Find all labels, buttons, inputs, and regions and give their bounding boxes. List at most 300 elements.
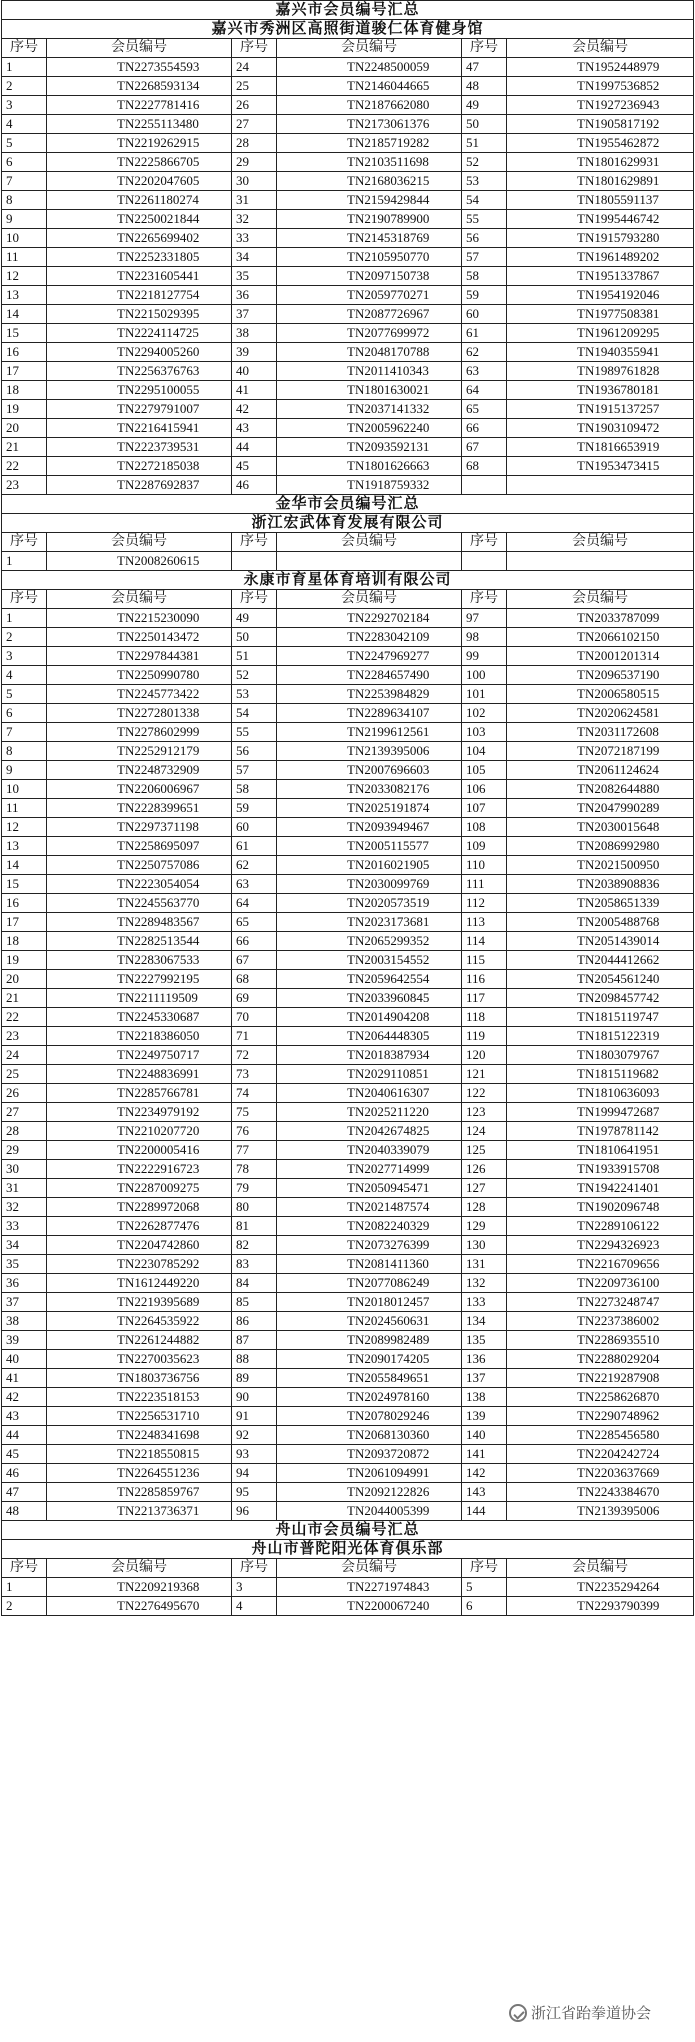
member-number-cell: TN2230785292 xyxy=(47,1255,232,1274)
serial-number-cell: 34 xyxy=(2,1236,47,1255)
table-row xyxy=(2,1483,694,1502)
member-number-cell: TN2202047605 xyxy=(47,172,232,191)
serial-number-cell: 5 xyxy=(2,685,47,704)
serial-number-cell: 57 xyxy=(232,761,277,780)
serial-number-cell: 25 xyxy=(232,77,277,96)
member-number-cell: TN1927236943 xyxy=(507,96,694,115)
table-row xyxy=(2,210,694,229)
header-member-number: 会员编号 xyxy=(277,533,462,552)
serial-number-cell: 3 xyxy=(2,647,47,666)
header-member-number: 会员编号 xyxy=(47,39,232,58)
serial-number-cell: 3 xyxy=(232,1578,277,1597)
header-member-number: 会员编号 xyxy=(507,533,694,552)
member-number-cell: TN2024978160 xyxy=(277,1388,462,1407)
table-row xyxy=(2,837,694,856)
member-number-cell: TN1995446742 xyxy=(507,210,694,229)
serial-number-cell: 31 xyxy=(232,191,277,210)
serial-number-cell: 12 xyxy=(2,818,47,837)
member-number-cell: TN2265699402 xyxy=(47,229,232,248)
table-row xyxy=(2,1388,694,1407)
member-number-cell: TN2218386050 xyxy=(47,1027,232,1046)
member-number-cell: TN2247969277 xyxy=(277,647,462,666)
header-serial-number: 序号 xyxy=(462,590,507,609)
serial-number-cell: 42 xyxy=(232,400,277,419)
member-number-cell: TN2283067533 xyxy=(47,951,232,970)
serial-number-cell: 4 xyxy=(232,1597,277,1616)
member-number-cell: TN1989761828 xyxy=(507,362,694,381)
member-number-cell: TN1801630021 xyxy=(277,381,462,400)
serial-number-cell: 111 xyxy=(462,875,507,894)
serial-number-cell: 72 xyxy=(232,1046,277,1065)
serial-number-cell: 48 xyxy=(2,1502,47,1521)
member-number-cell: TN2272185038 xyxy=(47,457,232,476)
serial-number-cell: 27 xyxy=(2,1103,47,1122)
member-number-cell: TN2073276399 xyxy=(277,1236,462,1255)
member-number-cell: TN2250757086 xyxy=(47,856,232,875)
serial-number-cell: 121 xyxy=(462,1065,507,1084)
serial-number-cell: 18 xyxy=(2,932,47,951)
member-number-cell: TN2187662080 xyxy=(277,96,462,115)
serial-number-cell: 63 xyxy=(232,875,277,894)
serial-number-cell: 74 xyxy=(232,1084,277,1103)
serial-number-cell: 81 xyxy=(232,1217,277,1236)
header-serial-number: 序号 xyxy=(2,39,47,58)
serial-number-cell: 42 xyxy=(2,1388,47,1407)
serial-number-cell: 1 xyxy=(2,58,47,77)
serial-number-cell: 135 xyxy=(462,1331,507,1350)
table-row xyxy=(2,1027,694,1046)
serial-number-cell: 61 xyxy=(462,324,507,343)
serial-number-cell: 9 xyxy=(2,210,47,229)
member-number-cell: TN1815119747 xyxy=(507,1008,694,1027)
serial-number-cell: 67 xyxy=(462,438,507,457)
member-number-cell: TN1936780181 xyxy=(507,381,694,400)
member-number-cell: TN1999472687 xyxy=(507,1103,694,1122)
member-number-cell: TN2005488768 xyxy=(507,913,694,932)
serial-number-cell: 109 xyxy=(462,837,507,856)
member-number-cell: TN1902096748 xyxy=(507,1198,694,1217)
serial-number-cell: 64 xyxy=(462,381,507,400)
serial-number-cell: 78 xyxy=(232,1160,277,1179)
serial-number-cell: 104 xyxy=(462,742,507,761)
member-number-cell: TN2286935510 xyxy=(507,1331,694,1350)
member-number-cell: TN2059642554 xyxy=(277,970,462,989)
member-number-cell: TN2061124624 xyxy=(507,761,694,780)
member-number-cell: TN2185719282 xyxy=(277,134,462,153)
serial-number-cell: 12 xyxy=(2,267,47,286)
serial-number-cell: 54 xyxy=(232,704,277,723)
serial-number-cell: 46 xyxy=(232,476,277,495)
member-number-cell: TN2209736100 xyxy=(507,1274,694,1293)
serial-number-cell: 56 xyxy=(232,742,277,761)
serial-number-cell: 68 xyxy=(232,970,277,989)
serial-number-cell: 32 xyxy=(232,210,277,229)
serial-number-cell: 50 xyxy=(462,115,507,134)
member-number-cell: TN2048170788 xyxy=(277,343,462,362)
member-number-cell: TN1952448979 xyxy=(507,58,694,77)
table-row xyxy=(2,476,694,495)
table-row xyxy=(2,1122,694,1141)
serial-number-cell: 103 xyxy=(462,723,507,742)
header-serial-number: 序号 xyxy=(2,590,47,609)
serial-number-cell: 6 xyxy=(2,153,47,172)
table-row xyxy=(2,875,694,894)
header-member-number: 会员编号 xyxy=(277,39,462,58)
serial-number-cell: 49 xyxy=(232,609,277,628)
member-number-cell: TN2271974843 xyxy=(277,1578,462,1597)
member-number-cell: TN2093592131 xyxy=(277,438,462,457)
member-number-cell: TN1951337867 xyxy=(507,267,694,286)
member-number-cell: TN1933915708 xyxy=(507,1160,694,1179)
serial-number-cell: 7 xyxy=(2,723,47,742)
serial-number-cell: 89 xyxy=(232,1369,277,1388)
serial-number-cell: 63 xyxy=(462,362,507,381)
member-number-cell: TN2086992980 xyxy=(507,837,694,856)
serial-number-cell: 40 xyxy=(2,1350,47,1369)
serial-number-cell: 29 xyxy=(2,1141,47,1160)
serial-number-cell: 21 xyxy=(2,989,47,1008)
member-number-cell: TN2082644880 xyxy=(507,780,694,799)
member-number-cell: TN2278602999 xyxy=(47,723,232,742)
header-member-number: 会员编号 xyxy=(47,590,232,609)
serial-number-cell: 7 xyxy=(2,172,47,191)
section-title: 永康市育星体育培训有限公司 xyxy=(2,571,694,590)
member-number-cell: TN1915793280 xyxy=(507,229,694,248)
serial-number-cell: 5 xyxy=(2,134,47,153)
serial-number-cell: 15 xyxy=(2,875,47,894)
member-number-cell: TN2021500950 xyxy=(507,856,694,875)
serial-number-cell: 134 xyxy=(462,1312,507,1331)
table-row xyxy=(2,1046,694,1065)
serial-number-cell: 65 xyxy=(462,400,507,419)
watermark-text: 浙江省跆拳道协会 xyxy=(531,2004,652,2022)
table-row xyxy=(2,115,694,134)
serial-number-cell: 120 xyxy=(462,1046,507,1065)
serial-number-cell: 83 xyxy=(232,1255,277,1274)
member-number-cell: TN2237386002 xyxy=(507,1312,694,1331)
serial-number-cell: 126 xyxy=(462,1160,507,1179)
member-number-cell: TN2077086249 xyxy=(277,1274,462,1293)
table-row xyxy=(2,1331,694,1350)
serial-number-cell: 55 xyxy=(462,210,507,229)
serial-number-cell xyxy=(462,476,507,495)
serial-number-cell: 9 xyxy=(2,761,47,780)
member-number-cell: TN2014904208 xyxy=(277,1008,462,1027)
member-number-cell: TN1954192046 xyxy=(507,286,694,305)
table-row xyxy=(2,400,694,419)
serial-number-cell: 123 xyxy=(462,1103,507,1122)
serial-number-cell: 31 xyxy=(2,1179,47,1198)
member-number-cell: TN1801629931 xyxy=(507,153,694,172)
table-row xyxy=(2,267,694,286)
member-number-cell: TN2159429844 xyxy=(277,191,462,210)
serial-number-cell: 22 xyxy=(2,457,47,476)
member-number-cell: TN2068130360 xyxy=(277,1426,462,1445)
serial-number-cell: 49 xyxy=(462,96,507,115)
serial-number-cell: 70 xyxy=(232,1008,277,1027)
serial-number-cell: 106 xyxy=(462,780,507,799)
member-number-cell: TN2209219368 xyxy=(47,1578,232,1597)
member-number-cell: TN1903109472 xyxy=(507,419,694,438)
serial-number-cell: 131 xyxy=(462,1255,507,1274)
table-row xyxy=(2,1084,694,1103)
member-number-cell: TN1953473415 xyxy=(507,457,694,476)
member-number-cell: TN2020624581 xyxy=(507,704,694,723)
serial-number-cell: 117 xyxy=(462,989,507,1008)
table-row xyxy=(2,324,694,343)
member-number-cell: TN2051439014 xyxy=(507,932,694,951)
member-number-cell: TN2287009275 xyxy=(47,1179,232,1198)
serial-number-cell: 6 xyxy=(462,1597,507,1616)
member-number-cell: TN2001201314 xyxy=(507,647,694,666)
member-number-cell: TN2252912179 xyxy=(47,742,232,761)
member-number-cell: TN2225866705 xyxy=(47,153,232,172)
header-member-number: 会员编号 xyxy=(507,39,694,58)
member-number-cell: TN2033082176 xyxy=(277,780,462,799)
member-number-cell: TN2206006967 xyxy=(47,780,232,799)
member-number-cell: TN2031172608 xyxy=(507,723,694,742)
member-number-cell: TN2292702184 xyxy=(277,609,462,628)
member-number-cell: TN2139395006 xyxy=(507,1502,694,1521)
member-number-cell: TN2297371198 xyxy=(47,818,232,837)
serial-number-cell: 94 xyxy=(232,1464,277,1483)
serial-number-cell: 91 xyxy=(232,1407,277,1426)
serial-number-cell: 144 xyxy=(462,1502,507,1521)
member-number-cell: TN2040339079 xyxy=(277,1141,462,1160)
serial-number-cell: 50 xyxy=(232,628,277,647)
serial-number-cell: 58 xyxy=(232,780,277,799)
serial-number-cell: 44 xyxy=(232,438,277,457)
serial-number-cell: 53 xyxy=(462,172,507,191)
serial-number-cell: 107 xyxy=(462,799,507,818)
member-number-cell: TN2200005416 xyxy=(47,1141,232,1160)
table-header-row xyxy=(2,590,694,609)
member-number-cell: TN2227781416 xyxy=(47,96,232,115)
serial-number-cell: 136 xyxy=(462,1350,507,1369)
serial-number-cell: 16 xyxy=(2,894,47,913)
member-number-cell: TN2255113480 xyxy=(47,115,232,134)
member-number-cell: TN2059770271 xyxy=(277,286,462,305)
serial-number-cell: 37 xyxy=(2,1293,47,1312)
serial-number-cell: 44 xyxy=(2,1426,47,1445)
header-serial-number: 序号 xyxy=(232,39,277,58)
serial-number-cell: 29 xyxy=(232,153,277,172)
member-number-cell: TN2044005399 xyxy=(277,1502,462,1521)
serial-number-cell: 30 xyxy=(2,1160,47,1179)
member-number-cell: TN2037141332 xyxy=(277,400,462,419)
serial-number-cell xyxy=(232,552,277,571)
serial-number-cell: 66 xyxy=(232,932,277,951)
serial-number-cell: 15 xyxy=(2,324,47,343)
table-row xyxy=(2,704,694,723)
serial-number-cell: 122 xyxy=(462,1084,507,1103)
serial-number-cell: 127 xyxy=(462,1179,507,1198)
serial-number-cell: 119 xyxy=(462,1027,507,1046)
serial-number-cell: 60 xyxy=(232,818,277,837)
member-number-cell: TN2216709656 xyxy=(507,1255,694,1274)
serial-number-cell: 51 xyxy=(232,647,277,666)
table-row xyxy=(2,172,694,191)
member-number-cell: TN1810636093 xyxy=(507,1084,694,1103)
table-row xyxy=(2,647,694,666)
table-row xyxy=(2,1369,694,1388)
member-number-cell: TN1905817192 xyxy=(507,115,694,134)
member-number-cell: TN2050945471 xyxy=(277,1179,462,1198)
member-number-cell: TN2294326923 xyxy=(507,1236,694,1255)
member-number-cell: TN2270035623 xyxy=(47,1350,232,1369)
member-number-cell: TN2038908836 xyxy=(507,875,694,894)
serial-number-cell: 28 xyxy=(232,134,277,153)
serial-number-cell: 59 xyxy=(232,799,277,818)
member-number-cell: TN2224114725 xyxy=(47,324,232,343)
member-number-cell: TN2008260615 xyxy=(47,552,232,571)
member-number-cell: TN1978781142 xyxy=(507,1122,694,1141)
member-number-cell: TN2282513544 xyxy=(47,932,232,951)
member-number-cell: TN2253984829 xyxy=(277,685,462,704)
member-number-cell: TN2223739531 xyxy=(47,438,232,457)
serial-number-cell: 43 xyxy=(2,1407,47,1426)
member-number-cell: TN2213736371 xyxy=(47,1502,232,1521)
serial-number-cell: 101 xyxy=(462,685,507,704)
serial-number-cell: 1 xyxy=(2,1578,47,1597)
member-number-cell: TN2248836991 xyxy=(47,1065,232,1084)
member-number-cell: TN2219395689 xyxy=(47,1293,232,1312)
serial-number-cell: 60 xyxy=(462,305,507,324)
serial-number-cell: 68 xyxy=(462,457,507,476)
serial-number-cell: 38 xyxy=(2,1312,47,1331)
member-number-cell: TN2199612561 xyxy=(277,723,462,742)
serial-number-cell: 84 xyxy=(232,1274,277,1293)
serial-number-cell xyxy=(462,552,507,571)
table-row xyxy=(2,951,694,970)
member-number-cell: TN2248732909 xyxy=(47,761,232,780)
serial-number-cell: 114 xyxy=(462,932,507,951)
member-number-cell: TN2024560631 xyxy=(277,1312,462,1331)
member-number-cell: TN2044412662 xyxy=(507,951,694,970)
member-number-cell: TN2219287908 xyxy=(507,1369,694,1388)
serial-number-cell: 85 xyxy=(232,1293,277,1312)
member-number-cell: TN2227992195 xyxy=(47,970,232,989)
serial-number-cell: 130 xyxy=(462,1236,507,1255)
member-number-cell: TN1918759332 xyxy=(277,476,462,495)
serial-number-cell: 37 xyxy=(232,305,277,324)
member-number-cell: TN1961489202 xyxy=(507,248,694,267)
table-row xyxy=(2,1274,694,1293)
member-number-cell: TN2078029246 xyxy=(277,1407,462,1426)
table-row xyxy=(2,932,694,951)
table-row xyxy=(2,1217,694,1236)
serial-number-cell: 125 xyxy=(462,1141,507,1160)
section-title: 舟山市会员编号汇总 xyxy=(2,1521,694,1540)
serial-number-cell: 52 xyxy=(462,153,507,172)
serial-number-cell: 62 xyxy=(232,856,277,875)
serial-number-cell: 4 xyxy=(2,115,47,134)
member-number-cell: TN2089982489 xyxy=(277,1331,462,1350)
serial-number-cell: 61 xyxy=(232,837,277,856)
table-row xyxy=(2,305,694,324)
member-number-cell: TN2285456580 xyxy=(507,1426,694,1445)
serial-number-cell: 132 xyxy=(462,1274,507,1293)
member-number-cell: TN1816653919 xyxy=(507,438,694,457)
member-number-cell: TN2249750717 xyxy=(47,1046,232,1065)
table-row xyxy=(2,343,694,362)
member-number-cell: TN1803736756 xyxy=(47,1369,232,1388)
member-number-cell xyxy=(507,552,694,571)
serial-number-cell: 20 xyxy=(2,970,47,989)
table-row xyxy=(2,818,694,837)
member-number-cell: TN2279791007 xyxy=(47,400,232,419)
section-title: 嘉兴市会员编号汇总 xyxy=(2,1,694,20)
table-row xyxy=(2,457,694,476)
member-number-cell: TN1805591137 xyxy=(507,191,694,210)
serial-number-cell: 35 xyxy=(232,267,277,286)
serial-number-cell: 105 xyxy=(462,761,507,780)
member-number-cell: TN2093949467 xyxy=(277,818,462,837)
section-title-row xyxy=(2,514,694,533)
member-number-cell: TN2261180274 xyxy=(47,191,232,210)
serial-number-cell: 95 xyxy=(232,1483,277,1502)
serial-number-cell: 2 xyxy=(2,1597,47,1616)
member-number-cell: TN1801629891 xyxy=(507,172,694,191)
member-number-cell: TN2027714999 xyxy=(277,1160,462,1179)
member-number-cell: TN2295100055 xyxy=(47,381,232,400)
member-number-cell: TN2289483567 xyxy=(47,913,232,932)
member-number-cell: TN2077699972 xyxy=(277,324,462,343)
serial-number-cell: 28 xyxy=(2,1122,47,1141)
section-title: 嘉兴市秀洲区高照街道骏仁体育健身馆 xyxy=(2,20,694,39)
serial-number-cell: 137 xyxy=(462,1369,507,1388)
table-header-row xyxy=(2,39,694,58)
serial-number-cell: 11 xyxy=(2,248,47,267)
serial-number-cell: 33 xyxy=(232,229,277,248)
serial-number-cell: 23 xyxy=(2,1027,47,1046)
member-number-cell: TN2005962240 xyxy=(277,419,462,438)
serial-number-cell: 139 xyxy=(462,1407,507,1426)
serial-number-cell: 77 xyxy=(232,1141,277,1160)
member-number-cell: TN2219262915 xyxy=(47,134,232,153)
member-number-cell: TN2020573519 xyxy=(277,894,462,913)
serial-number-cell: 54 xyxy=(462,191,507,210)
member-number-cell: TN2030015648 xyxy=(507,818,694,837)
header-serial-number: 序号 xyxy=(462,1559,507,1578)
table-row xyxy=(2,96,694,115)
serial-number-cell: 76 xyxy=(232,1122,277,1141)
serial-number-cell: 45 xyxy=(2,1445,47,1464)
serial-number-cell: 41 xyxy=(2,1369,47,1388)
serial-number-cell: 53 xyxy=(232,685,277,704)
member-number-cell: TN1997536852 xyxy=(507,77,694,96)
table-row xyxy=(2,362,694,381)
member-number-cell: TN2061094991 xyxy=(277,1464,462,1483)
member-number-cell: TN2289106122 xyxy=(507,1217,694,1236)
member-number-cell: TN2276495670 xyxy=(47,1597,232,1616)
member-number-cell: TN2215029395 xyxy=(47,305,232,324)
serial-number-cell: 26 xyxy=(232,96,277,115)
serial-number-cell: 93 xyxy=(232,1445,277,1464)
member-number-cell: TN2042674825 xyxy=(277,1122,462,1141)
member-number-cell: TN2058651339 xyxy=(507,894,694,913)
serial-number-cell: 66 xyxy=(462,419,507,438)
table-row xyxy=(2,742,694,761)
member-number-cell: TN2252331805 xyxy=(47,248,232,267)
member-number-cell: TN2082240329 xyxy=(277,1217,462,1236)
serial-number-cell: 71 xyxy=(232,1027,277,1046)
member-number-cell: TN2093720872 xyxy=(277,1445,462,1464)
table-row xyxy=(2,666,694,685)
member-number-cell: TN2283042109 xyxy=(277,628,462,647)
member-number-cell: TN2284657490 xyxy=(277,666,462,685)
member-number-cell: TN2258695097 xyxy=(47,837,232,856)
